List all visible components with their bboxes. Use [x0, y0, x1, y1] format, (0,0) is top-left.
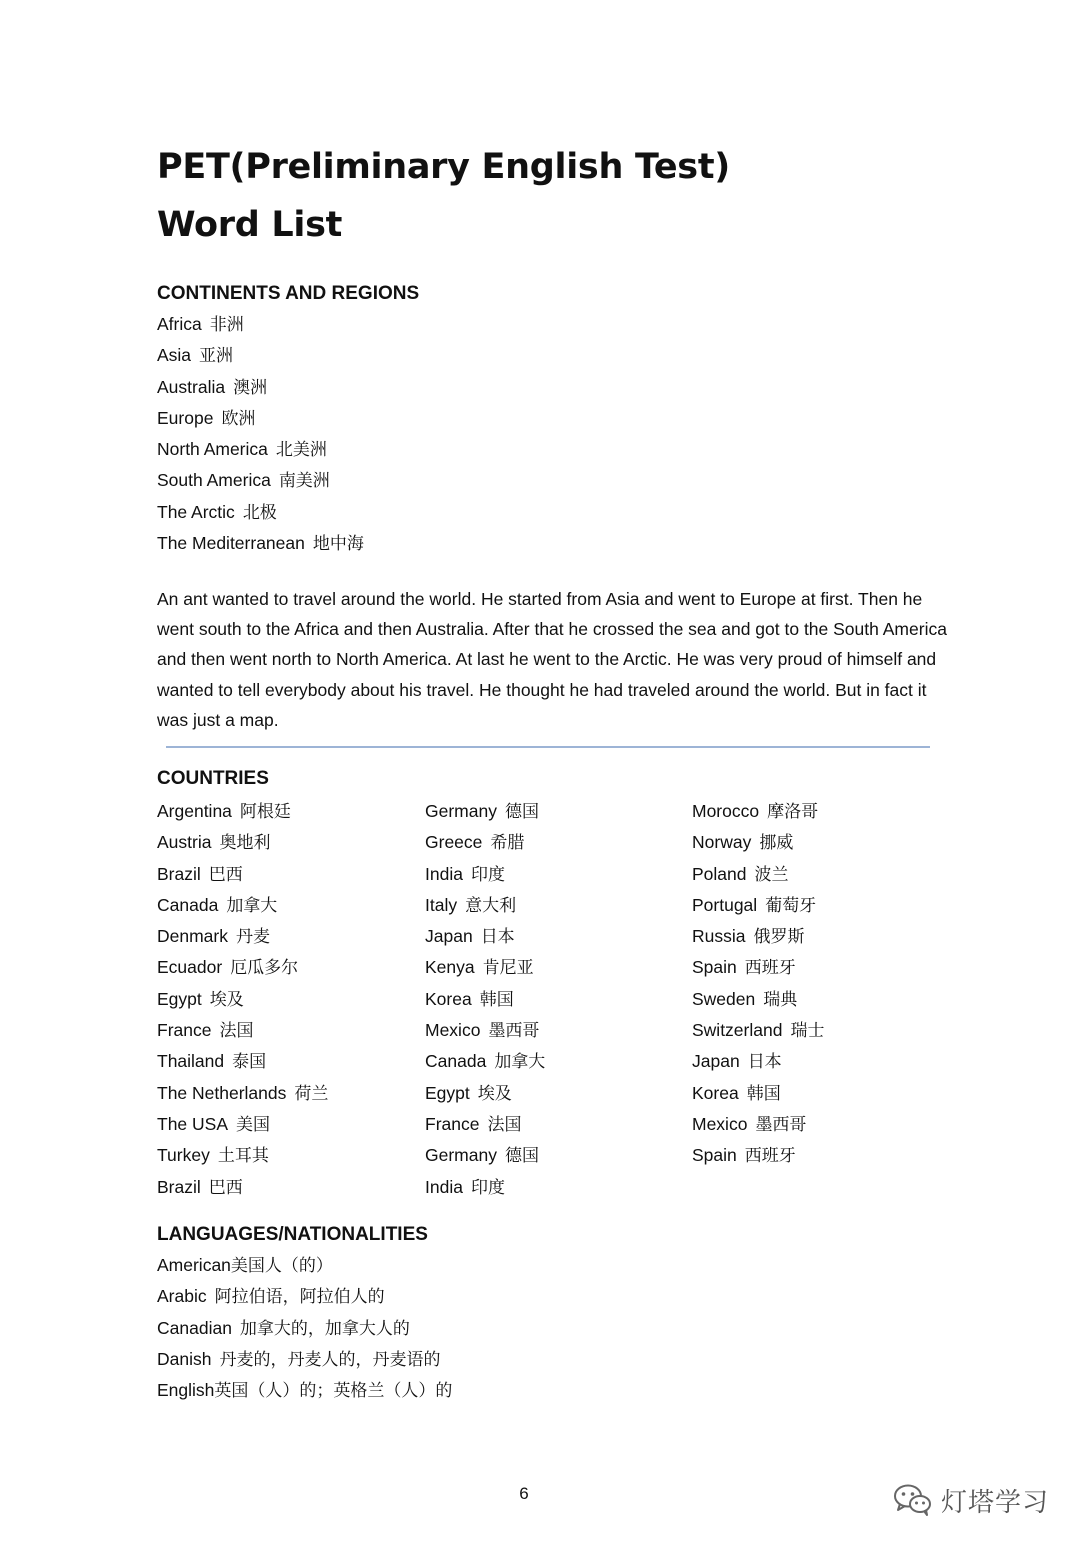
continents-list — [157, 309, 364, 559]
list-item: Poland 波兰 — [692, 863, 789, 885]
countries-heading: COUNTRIES — [157, 768, 269, 789]
list-item: Korea 韩国 — [425, 988, 514, 1010]
list-item: Morocco 摩洛哥 — [692, 801, 819, 822]
list-item: Russia 俄罗斯 — [692, 926, 805, 948]
story-paragraph: An ant wanted to travel around the world. He started from Asia and went to Europe at first. Then he went south to the Africa and then Australia. After that he crossed the sea and got to the South America and then went north to North America. At last he went to the Arctic. He was very proud of himself and wanted to tell everybody about his travel. He thought he had traveled around the world. But in fact it was just a map. — [157, 589, 947, 730]
list-item: North America 北美洲 — [157, 439, 327, 461]
list-item: Japan 日本 — [425, 926, 515, 948]
list-item: English英国（人）的；英格兰（人）的 — [157, 1380, 453, 1402]
list-item: Europe 欧洲 — [157, 407, 256, 429]
watermark — [893, 1478, 1049, 1522]
wechat-icon — [893, 1483, 933, 1517]
list-item: Brazil 巴西 — [157, 863, 243, 885]
list-item: Danish 丹麦的，丹麦人的，丹麦语的 — [157, 1348, 441, 1370]
list-item: Denmark 丹麦 — [157, 926, 270, 948]
list-item: American美国人（的） — [157, 1255, 333, 1276]
list-item: Turkey 土耳其 — [157, 1145, 269, 1167]
page-number: 6 — [519, 1484, 529, 1503]
list-item: Portugal 葡萄牙 — [692, 894, 817, 916]
languages-list — [157, 1250, 452, 1406]
list-item: Germany 德国 — [425, 801, 539, 822]
list-item: South America 南美洲 — [157, 470, 330, 492]
list-item: Spain 西班牙 — [692, 1145, 796, 1167]
list-item: India 印度 — [425, 863, 505, 885]
list-item: The Mediterranean 地中海 — [157, 533, 364, 555]
list-item: Egypt 埃及 — [425, 1082, 512, 1104]
list-item: Asia 亚洲 — [157, 345, 234, 367]
countries-column-3 — [692, 796, 824, 1172]
list-item: The Netherlands 荷兰 — [157, 1082, 329, 1104]
countries-column-1 — [157, 796, 328, 1203]
languages-heading: LANGUAGES/NATIONALITIES — [157, 1224, 428, 1245]
list-item: Japan 日本 — [692, 1051, 782, 1073]
continents-heading: CONTINENTS AND REGIONS — [157, 283, 420, 304]
section-divider — [166, 746, 930, 748]
list-item: Switzerland 瑞士 — [692, 1020, 825, 1042]
list-item: France 法国 — [157, 1020, 254, 1042]
list-item: Italy 意大利 — [425, 894, 517, 916]
list-item: Sweden 瑞典 — [692, 988, 798, 1010]
list-item: Canada 加拿大 — [425, 1051, 546, 1073]
list-item: Arabic 阿拉伯语，阿拉伯人的 — [157, 1286, 385, 1308]
countries-column-2 — [425, 796, 545, 1203]
list-item: Africa 非洲 — [157, 314, 244, 335]
list-item: Korea 韩国 — [692, 1082, 781, 1104]
list-item: France 法国 — [425, 1113, 522, 1135]
title-line-1: PET(Preliminary English Test) — [157, 147, 730, 187]
list-item: Spain 西班牙 — [692, 957, 796, 979]
title-line-2: Word List — [157, 205, 343, 245]
list-item: The Arctic 北极 — [157, 501, 277, 523]
list-item: Greece 希腊 — [425, 832, 525, 854]
list-item: Kenya 肯尼亚 — [425, 957, 534, 979]
list-item: Germany 德国 — [425, 1145, 539, 1167]
list-item: Thailand 泰国 — [157, 1051, 267, 1073]
list-item: The USA 美国 — [157, 1113, 270, 1135]
list-item: Canadian 加拿大的，加拿大人的 — [157, 1317, 410, 1339]
list-item: Australia 澳洲 — [157, 376, 268, 398]
list-item: Argentina 阿根廷 — [157, 801, 291, 822]
page-title — [157, 138, 730, 254]
list-item: India 印度 — [425, 1176, 505, 1198]
list-item: Brazil 巴西 — [157, 1176, 243, 1198]
list-item: Mexico 墨西哥 — [425, 1020, 540, 1042]
watermark-text: 灯塔学习 — [941, 1487, 1050, 1518]
list-item: Austria 奥地利 — [157, 832, 271, 854]
list-item: Canada 加拿大 — [157, 894, 278, 916]
list-item: Norway 挪威 — [692, 832, 794, 854]
list-item: Egypt 埃及 — [157, 988, 244, 1010]
list-item: Mexico 墨西哥 — [692, 1113, 807, 1135]
list-item: Ecuador 厄瓜多尔 — [157, 957, 299, 979]
